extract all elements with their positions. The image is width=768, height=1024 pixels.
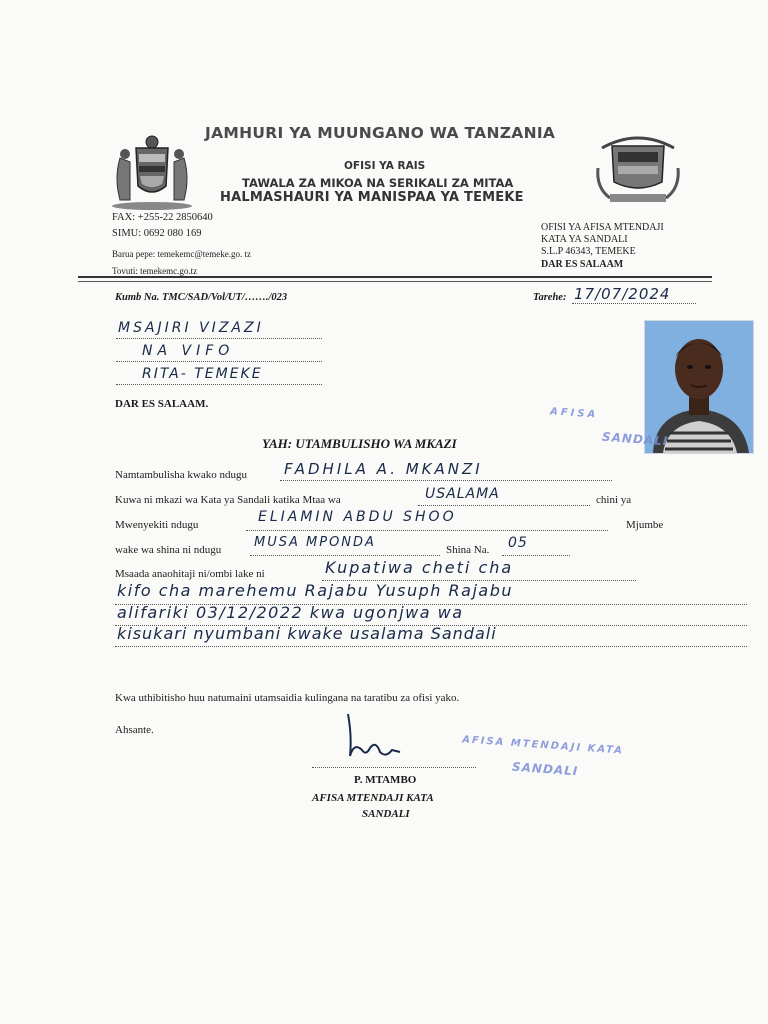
recipient-city: DAR ES SALAAM.: [115, 398, 209, 410]
signatory-name: P. MTAMBO: [354, 774, 417, 786]
ward-office-line: DAR ES SALAAM: [541, 259, 624, 270]
office-heading: OFISI YA RAIS: [344, 160, 426, 172]
header-divider: [78, 276, 712, 278]
stamp-top-line-2: SANDALI: [601, 429, 669, 449]
email-address: Barua pepe: temekemc@temeke.go. tz: [112, 249, 251, 259]
ministry-heading: TAWALA ZA MIKOA NA SERIKALI ZA MITAA: [242, 176, 514, 190]
stamp-bottom-line-1: AFISA MTENDAJI KATA: [461, 734, 625, 757]
ward-office-line: OFISI YA AFISA MTENDAJI: [541, 222, 664, 233]
official-stamp-top: [550, 406, 599, 420]
shina-number-label: Shina Na.: [446, 544, 490, 556]
header-divider-thin: [78, 281, 712, 282]
recipient-underline: [116, 384, 322, 385]
thanks-text: Ahsante.: [115, 724, 154, 736]
country-heading: JAMHURI YA MUUNGANO WA TANZANIA: [205, 124, 556, 142]
member-label: Mjumbe: [626, 519, 664, 531]
date-underline: [572, 303, 696, 304]
field-underline: [246, 530, 608, 531]
request-line-3: alifariki 03/12/2022 kwa ugonjwa wa: [117, 603, 464, 622]
recipient-underline: [116, 338, 322, 339]
resident-name: FADHILA A. MKANZI: [284, 460, 483, 478]
field-underline: [280, 480, 612, 481]
chairperson-name: ELIAMIN ABDU SHOO: [258, 509, 457, 525]
council-heading: HALMASHAURI YA MANISPAA YA TEMEKE: [220, 190, 524, 205]
coat-of-arms-icon: [106, 128, 198, 212]
street-name: USALAMA: [425, 486, 500, 502]
shina-leader-name: MUSA MPONDA: [254, 535, 376, 550]
signatory-place: SANDALI: [362, 808, 410, 820]
field-underline: [502, 555, 570, 556]
resident-label: Kuwa ni mkazi wa Kata ya Sandali katika Mtaa wa: [115, 494, 341, 506]
signature-icon: [340, 706, 410, 766]
request-line-4: kisukari nyumbani kwake usalama Sandali: [117, 624, 497, 643]
date-label: Tarehe:: [533, 292, 567, 303]
field-underline: [418, 505, 590, 506]
recipient-line-2: NA VIFO: [142, 343, 235, 359]
request-line-2: kifo cha marehemu Rajabu Yusuph Rajabu: [117, 581, 513, 600]
reference-number: Kumb Na. TMC/SAD/Vol/UT/……./023: [115, 292, 288, 303]
field-underline: [250, 555, 440, 556]
fax-number: FAX: +255-22 2850640: [112, 212, 213, 223]
chair-label: Mwenyekiti ndugu: [115, 519, 199, 531]
website-address: Tovuti: temekemc.go.tz: [112, 266, 198, 276]
ward-office-line: KATA YA SANDALI: [541, 234, 628, 245]
stamp-bottom-line-2: SANDALI: [511, 759, 579, 779]
intro-label: Namtambulisha kwako ndugu: [115, 469, 247, 481]
request-label: Msaada anaohitaji ni/ombi lake ni: [115, 568, 265, 580]
ward-office-line: S.L.P 46343, TEMEKE: [541, 246, 636, 257]
date-value: 17/07/2024: [574, 285, 671, 303]
field-underline: [115, 646, 747, 647]
recipient-line-3: RITA- TEMEKE: [142, 366, 263, 382]
stamp-top-line-1: AFISA: [549, 406, 599, 421]
signature-line: [312, 767, 476, 768]
signatory-title: AFISA MTENDAJI KATA: [312, 792, 434, 804]
municipal-seal-icon: [592, 128, 684, 208]
letter-subject: YAH: UTAMBULISHO WA MKAZI: [262, 436, 457, 451]
shina-number: 05: [508, 535, 528, 551]
recipient-line-1: MSAJIRI VIZAZI: [118, 320, 264, 336]
phone-number: SIMU: 0692 080 169: [112, 228, 202, 239]
closing-text: Kwa uthibitisho huu natumaini utamsaidia kulingana na taratibu za ofisi yako.: [115, 692, 460, 704]
shina-label: wake wa shina ni ndugu: [115, 544, 222, 556]
under-label: chini ya: [596, 494, 632, 506]
recipient-underline: [116, 361, 322, 362]
request-line-1: Kupatiwa cheti cha: [325, 558, 514, 577]
